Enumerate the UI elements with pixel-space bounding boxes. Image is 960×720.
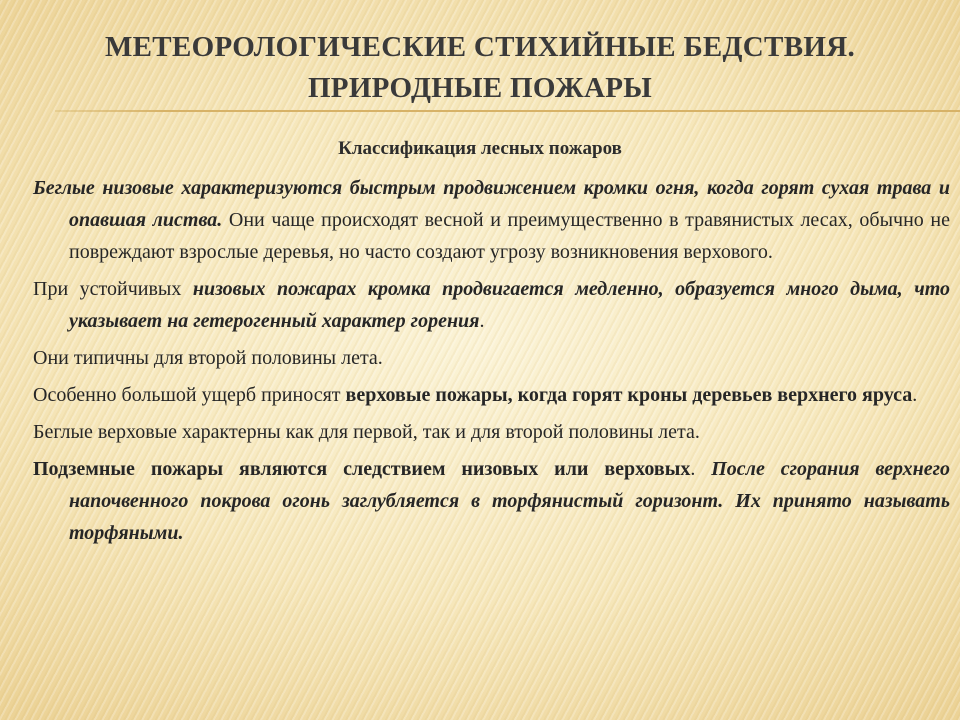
paragraph-underground-italic: После сгорания верхнего напочвенного покрова огонь заглубляется в торфянистый горизонт. Их принято называть торфяными. (69, 458, 950, 544)
paragraph-summer (33, 342, 950, 374)
paragraph-crown-fast (33, 416, 950, 448)
paragraph-summer-text: Они типичны для второй половины лета. (33, 347, 383, 369)
paragraph-crown-fast-text: Беглые верховые характерны как для первой, так и для второй половины лета. (33, 421, 700, 443)
title-divider (55, 110, 960, 112)
paragraph-crown-end: . (912, 384, 918, 406)
paragraph-ground-fast-emphasis: Беглые низовые характеризуются быстрым продвижением кромки огня, когда горят сухая трава и опавшая листва. (33, 177, 950, 231)
paragraph-ground-stable-lead: При устойчивых (33, 278, 193, 300)
slide-subtitle: Классификация лесных пожаров (338, 138, 622, 159)
paragraph-crown-emphasis: верховые пожары, когда горят кроны деревьев верхнего яруса (345, 384, 913, 406)
slide-body (33, 172, 950, 554)
paragraph-underground (33, 453, 950, 549)
paragraph-ground-fast-text: Они чаще происходят весной и преимущественно в травянистых лесах, обычно не повреждают взрослые деревья, но часто создают угрозу возникновения верхового. (69, 209, 950, 263)
slide-title-line-1: МЕТЕОРОЛОГИЧЕСКИЕ СТИХИЙНЫЕ БЕДСТВИЯ. (104, 31, 855, 63)
paragraph-underground-emphasis: Подземные пожары являются следствием низовых или верховых (33, 458, 691, 480)
paragraph-ground-stable-emphasis: низовых пожарах кромка продвигается медленно, образуется много дыма, что указывает на гетерогенный характер горения (69, 278, 950, 332)
paragraph-ground-fast (33, 172, 950, 268)
paragraph-ground-stable-end: . (479, 310, 485, 332)
paragraph-crown (33, 379, 950, 411)
paragraph-underground-sep: . (690, 458, 712, 480)
paragraph-crown-lead: Особенно большой ущерб приносят (33, 384, 346, 406)
slide-title-line-2: ПРИРОДНЫЕ ПОЖАРЫ (307, 72, 653, 104)
paragraph-ground-stable (33, 273, 950, 337)
